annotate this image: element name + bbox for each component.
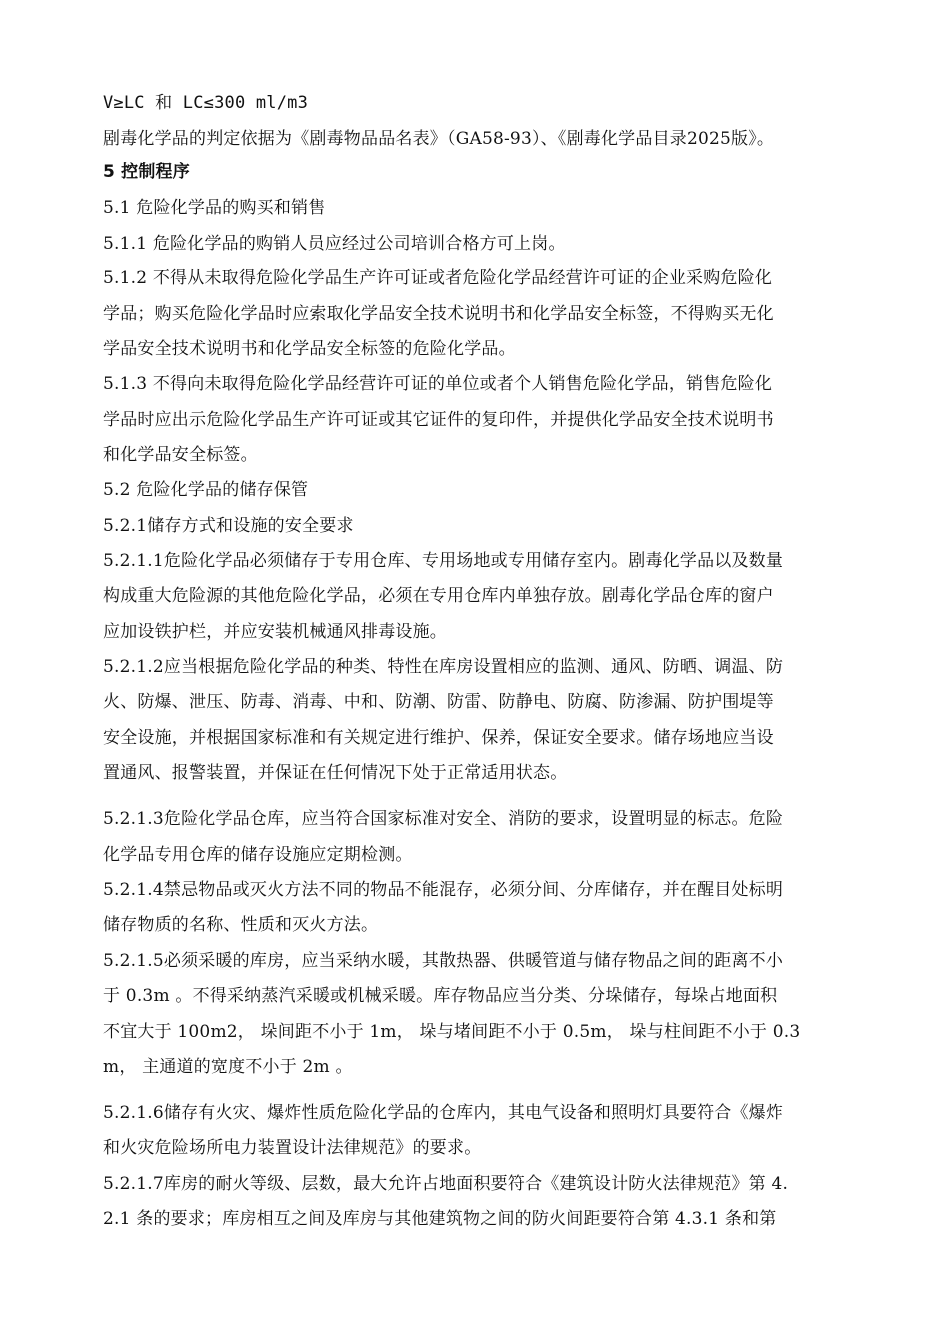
text-line: 5.2.1.4禁忌物品或灭火方法不同的物品不能混存，必须分间、分库储存，并在醒目处标明 bbox=[103, 880, 784, 900]
subsection-heading: 5.1 危险化学品的购买和销售 bbox=[103, 198, 326, 218]
text-line: 5.2.1.1危险化学品必须储存于专用仓库、专用场地或专用储存室内。剧毒化学品以及数量 bbox=[103, 551, 784, 571]
text-line: 5.2.1.6储存有火灾、爆炸性质危险化学品的仓库内，其电气设备和照明灯具要符合《爆炸 bbox=[103, 1103, 784, 1123]
subsection-heading: 5.2.1储存方式和设施的安全要求 bbox=[103, 516, 354, 536]
text-line: 储存物质的名称、性质和灭火方法。 bbox=[103, 915, 379, 935]
text-line: 化学品专用仓库的储存设施应定期检测。 bbox=[103, 845, 413, 865]
text-line: 安全设施，并根据国家标准和有关规定进行维护、保养，保证安全要求。储存场地应当设 bbox=[103, 728, 774, 748]
section-heading: 5 控制程序 bbox=[103, 162, 190, 182]
text-line: 学品；购买危险化学品时应索取化学品安全技术说明书和化学品安全标签，不得购买无化 bbox=[103, 304, 774, 324]
text-line: 5.2.1.2应当根据危险化学品的种类、特性在库房设置相应的监测、通风、防晒、调温、防 bbox=[103, 657, 784, 677]
text-line: 置通风、报警装置，并保证在任何情况下处于正常适用状态。 bbox=[103, 763, 568, 783]
text-line: 5.2.1.7库房的耐火等级、层数，最大允许占地面积要符合《建筑设计防火法律规范》第 4. bbox=[103, 1174, 789, 1194]
text-line: 火、防爆、泄压、防毒、消毒、中和、防潮、防雷、防静电、防腐、防渗漏、防护围堤等 bbox=[103, 692, 774, 712]
text-line: 5.1.1 危险化学品的购销人员应经过公司培训合格方可上岗。 bbox=[103, 234, 566, 254]
text-line: 学品时应出示危险化学品生产许可证或其它证件的复印件，并提供化学品安全技术说明书 bbox=[103, 410, 774, 430]
text-line: m， 主通道的宽度不小于 2m 。 bbox=[103, 1057, 353, 1077]
text-line: 于 0.3m 。不得采纳蒸汽采暖或机械采暖。库存物品应当分类、分垛储存，每垛占地面积 bbox=[103, 986, 778, 1006]
text-line: 学品安全技术说明书和化学品安全标签的危险化学品。 bbox=[103, 339, 516, 359]
subsection-heading: 5.2 危险化学品的储存保管 bbox=[103, 480, 309, 500]
text-line: 剧毒化学品的判定依据为《剧毒物品品名表》（GA58-93）、《剧毒化学品目录2025版》。 bbox=[103, 129, 775, 149]
text-line: 2.1 条的要求；库房相互之间及库房与其他建筑物之间的防火间距要符合第 4.3.1 条和第 bbox=[103, 1209, 777, 1229]
text-line: 应加设铁护栏，并应安装机械通风排毒设施。 bbox=[103, 622, 447, 642]
text-line: 5.2.1.5必须采暖的库房，应当采纳水暖，其散热器、供暖管道与储存物品之间的距离不小 bbox=[103, 951, 784, 971]
formula-line: V≥LC 和 LC≤300 ml/m3 bbox=[103, 93, 309, 113]
text-line: 5.1.2 不得从未取得危险化学品生产许可证或者危险化学品经营许可证的企业采购危险化 bbox=[103, 268, 773, 288]
text-line: 和化学品安全标签。 bbox=[103, 445, 258, 465]
text-line: 不宜大于 100m2， 垛间距不小于 1m， 垛与堵间距不小于 0.5m， 垛与柱间距不小于 0.3 bbox=[103, 1022, 801, 1042]
text-line: 和火灾危险场所电力装置设计法律规范》的要求。 bbox=[103, 1138, 482, 1158]
text-line: 5.2.1.3危险化学品仓库，应当符合国家标准对安全、消防的要求，设置明显的标志。危险 bbox=[103, 809, 784, 829]
text-line: 5.1.3 不得向未取得危险化学品经营许可证的单位或者个人销售危险化学品，销售危险化 bbox=[103, 374, 773, 394]
text-line: 构成重大危险源的其他危险化学品，必须在专用仓库内单独存放。剧毒化学品仓库的窗户 bbox=[103, 586, 774, 606]
